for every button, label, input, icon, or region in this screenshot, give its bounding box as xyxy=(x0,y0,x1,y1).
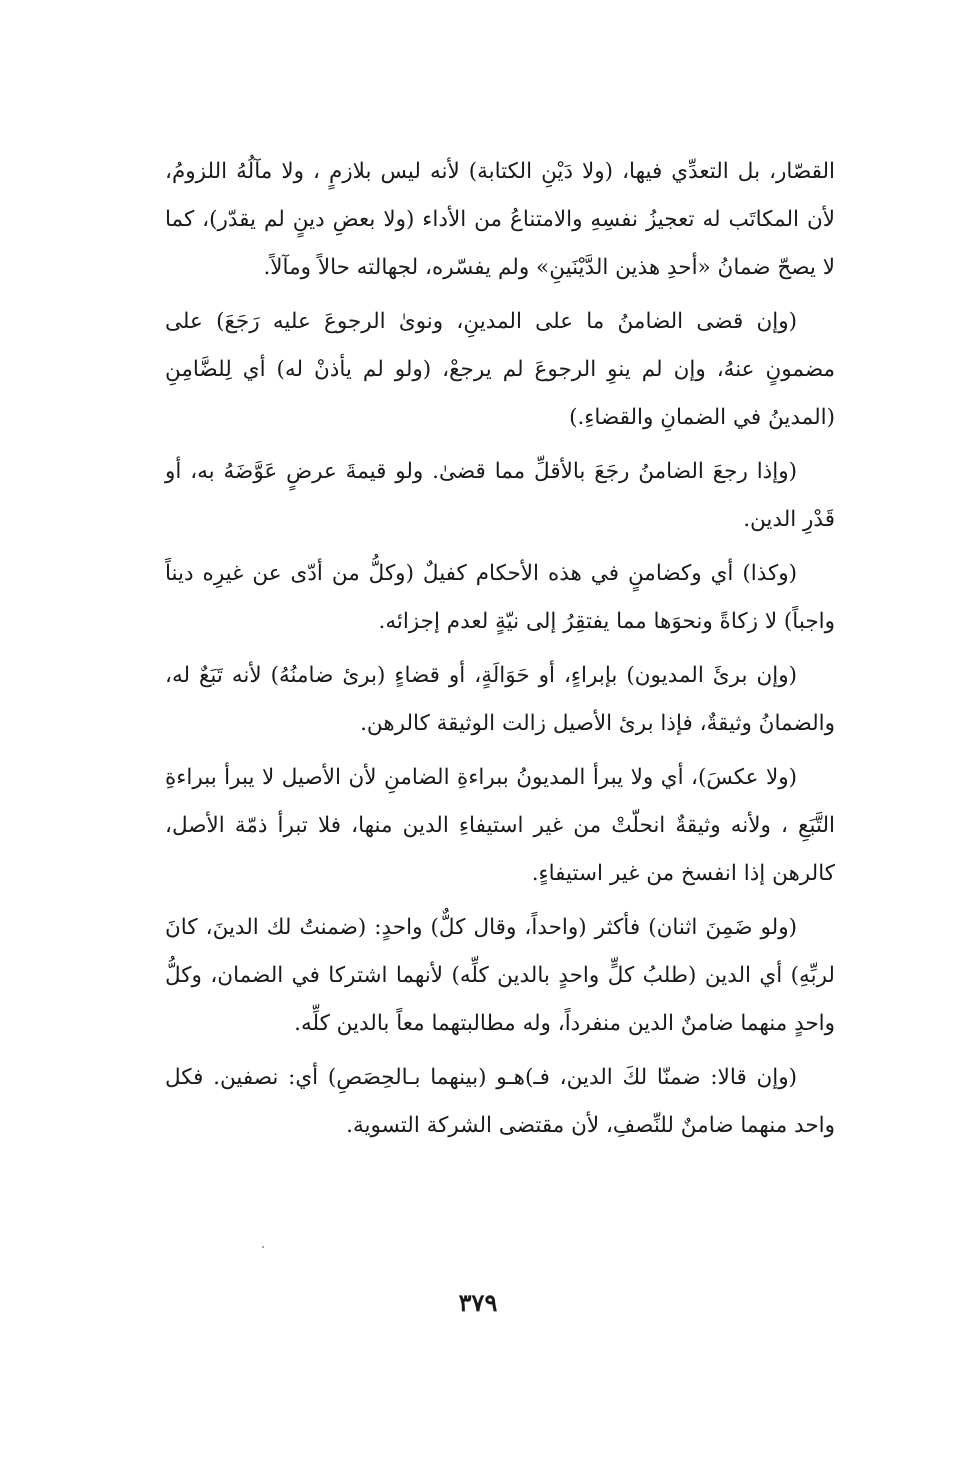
paragraph-4: (وكذا) أي وكضامنٍ في هذه الأحكام كفيلٌ (وكلُّ من أدّى عن غيرِه ديناً واجباً) لا زكاةً ونحوَها مما يفتقِرُ إلى نيّةٍ لعدم إجزائه. xyxy=(165,561,835,634)
paragraph-2: (وإن قضى الضامنُ ما على المدينِ، ونوىٰ الرجوعَ عليه رَجَعَ) على مضمونٍ عنهُ، وإن لم ينوِ الرجوعَ لم يرجعْ، (ولو لم يأذنْ له) أي لِلضَّامِنِ (المدينُ في الضمانِ والقضاءِ.) xyxy=(165,309,835,430)
paragraph-6: (ولا عكسَ)، أي ولا يبرأ المديونُ ببراءةِ الضامنِ لأن الأصيل لا يبرأ ببراءةِ التَّبَعِ ، ولأنه وثيقةٌ انحلّتْ من غير استيفاءِ الدين منها، فلا تبرأ ذمّة الأصل، كالرهن إذا انفسخ من غير استيفاءٍ. xyxy=(165,765,835,886)
page-number: ٣٧٩ xyxy=(458,1288,498,1317)
paragraph-3: (وإذا رجعَ الضامنُ رجَعَ بالأقلِّ مما قضىٰ. ولو قيمةَ عرضٍ عَوَّضَهُ به، أو قَدْرِ الدين. xyxy=(165,459,835,532)
paragraph-8: (وإن قالا: ضمنّا لكَ الدين، فـ)هـو (بينهما بـالحِصَصِ) أي: نصفين. فكل واحد منهما ضامنٌ للنِّصفِ، لأن مقتضى الشركة التسوية. xyxy=(165,1065,835,1138)
paragraph-1: القصّار، بل التعدِّي فيها، (ولا دَيْنِ الكتابة) لأنه ليس بلازمٍ ، ولا مآلُهُ اللزومُ، لأن المكاتَب له تعجيزُ نفسِهِ والامتناعُ من الأداء (ولا بعضِ دينٍ لم يقدّر)، كما لا يصحّ ضمانُ «أحدِ هذين الدَّيْنَينِ» ولم يفسّره، لجهالته حالاً ومآلاً. xyxy=(165,159,835,280)
body-text xyxy=(165,148,835,1156)
paragraph-5: (وإن برئَ المديون) بإبراءٍ، أو حَوَالَةٍ، أو قضاءٍ (برئ ضامنُهُ) لأنه تَبَعٌ له، والضمانُ وثيقةٌ، فإذا برئ الأصيل زالت الوثيقة كالرهن. xyxy=(165,663,835,736)
paragraph-7: (ولو ضَمِنَ اثنان) فأكثر (واحداً، وقال كلٌّ) واحدٍ: (ضمنتُ لك الدينَ، كانَ لربِّهِ) أي الدين (طلبُ كلٍّ واحدٍ بالدين كلِّه) لأنهما اشتركا في الضمان، وكلُّ واحدٍ منهما ضامنٌ الدين منفرداً، وله مطالبتهما معاً بالدين كلِّه. xyxy=(165,915,835,1036)
print-speck xyxy=(262,1246,264,1248)
